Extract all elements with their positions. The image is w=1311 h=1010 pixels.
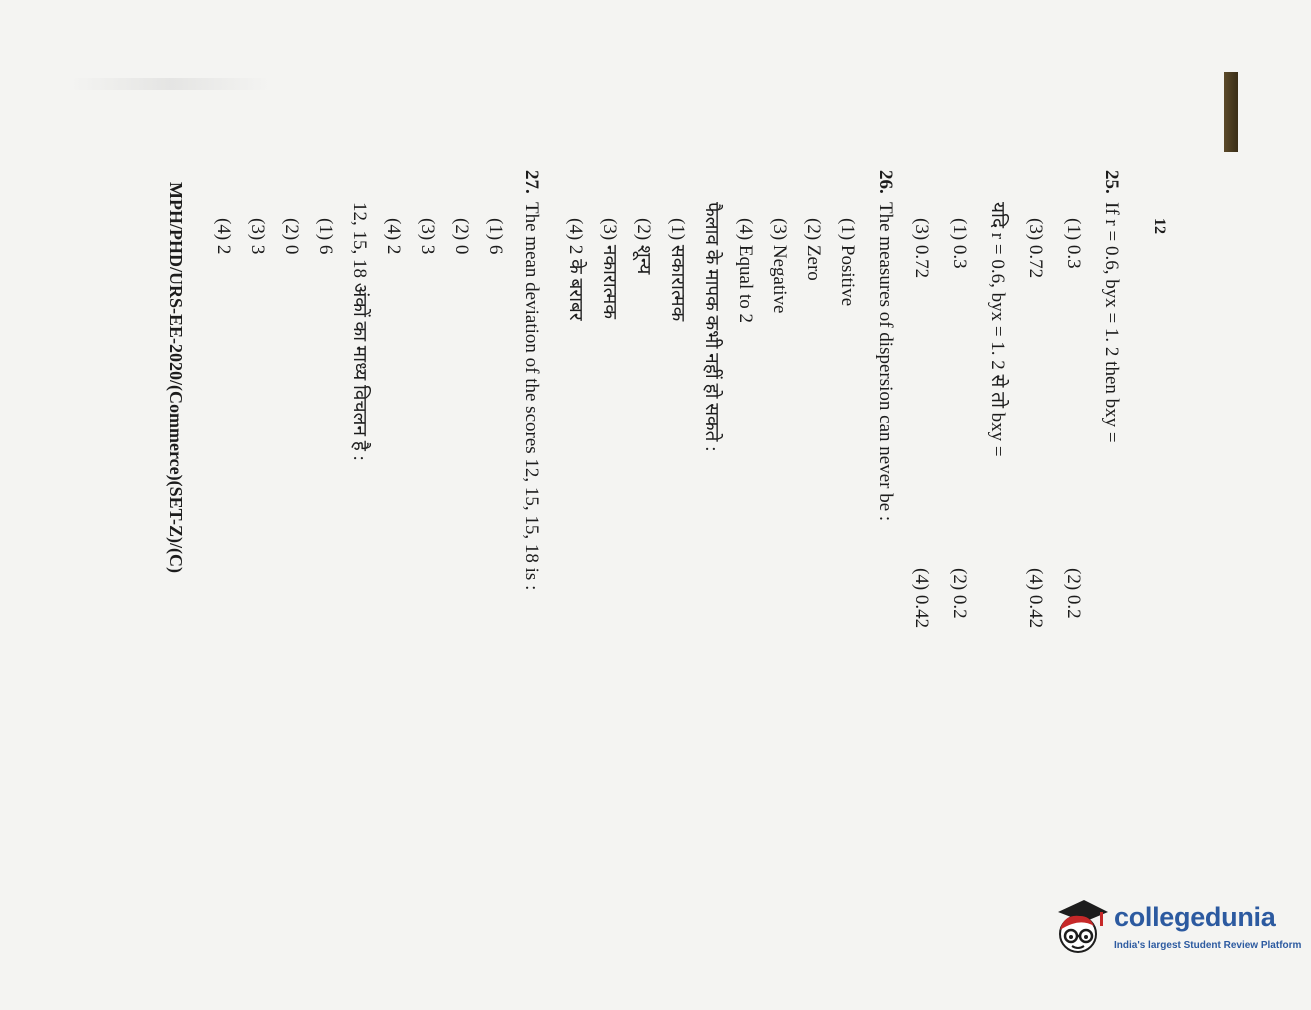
rotated-sheet [75, 170, 1175, 1010]
option: (2) शून्य [633, 218, 654, 275]
logo-tagline: India's largest Student Review Platform [1114, 940, 1302, 951]
question-text-hi: यदि r = 0.6, byx = 1. 2 से तो bxy = [987, 202, 1008, 457]
option: (1) सकारात्मक [667, 218, 688, 322]
option: (1) 6 [485, 218, 506, 255]
logo-wordmark: collegedunia [1114, 902, 1276, 932]
option: (1) 6 [315, 218, 336, 255]
option: (3) 0.72 [1025, 218, 1046, 279]
question-number: 25. [1101, 170, 1122, 194]
binding-strip [1224, 72, 1238, 152]
collegedunia-logo[interactable] [1050, 896, 1302, 966]
graduate-mascot-icon [1050, 896, 1112, 958]
option: (1) Positive [837, 218, 858, 307]
option: (2) Zero [803, 218, 824, 281]
option: (4) Equal to 2 [735, 218, 756, 324]
option: (3) नकारात्मक [599, 218, 620, 319]
option: (2) 0 [451, 218, 472, 255]
question-number: 26. [875, 170, 896, 194]
option: (4) 0.42 [1025, 568, 1046, 629]
page-number: 12 [1151, 218, 1168, 234]
question-number: 27. [521, 170, 542, 194]
question-text-en: The measures of dispersion can never be : [875, 202, 896, 522]
option: (4) 2 के बराबर [565, 218, 586, 321]
option: (3) 3 [247, 218, 268, 255]
option: (4) 2 [383, 218, 404, 255]
question-text-hi: फैलाव के मापक कभी नहीं हो सकते : [701, 202, 722, 452]
paper-code-footer: MPH/PHD/URS-EE-2020/(Commerce)(SET-Z)/(C) [166, 182, 186, 573]
question-text-en: If r = 0.6, byx = 1. 2 then bxy = [1101, 202, 1122, 443]
question-text-hi: 12, 15, 18 अंकों का माध्य विचलन है : [349, 202, 370, 461]
option: (2) 0.2 [1063, 568, 1084, 619]
option: (4) 2 [213, 218, 234, 255]
option: (4) 0.42 [911, 568, 932, 629]
option: (3) Negative [769, 218, 790, 314]
option: (2) 0 [281, 218, 302, 255]
scan-smudge [70, 78, 270, 90]
option: (2) 0.2 [949, 568, 970, 619]
option: (3) 0.72 [911, 218, 932, 279]
question-text-en: The mean deviation of the scores 12, 15, 15, 18 is : [521, 202, 542, 591]
option: (3) 3 [417, 218, 438, 255]
option: (1) 0.3 [1063, 218, 1084, 269]
option: (1) 0.3 [949, 218, 970, 269]
